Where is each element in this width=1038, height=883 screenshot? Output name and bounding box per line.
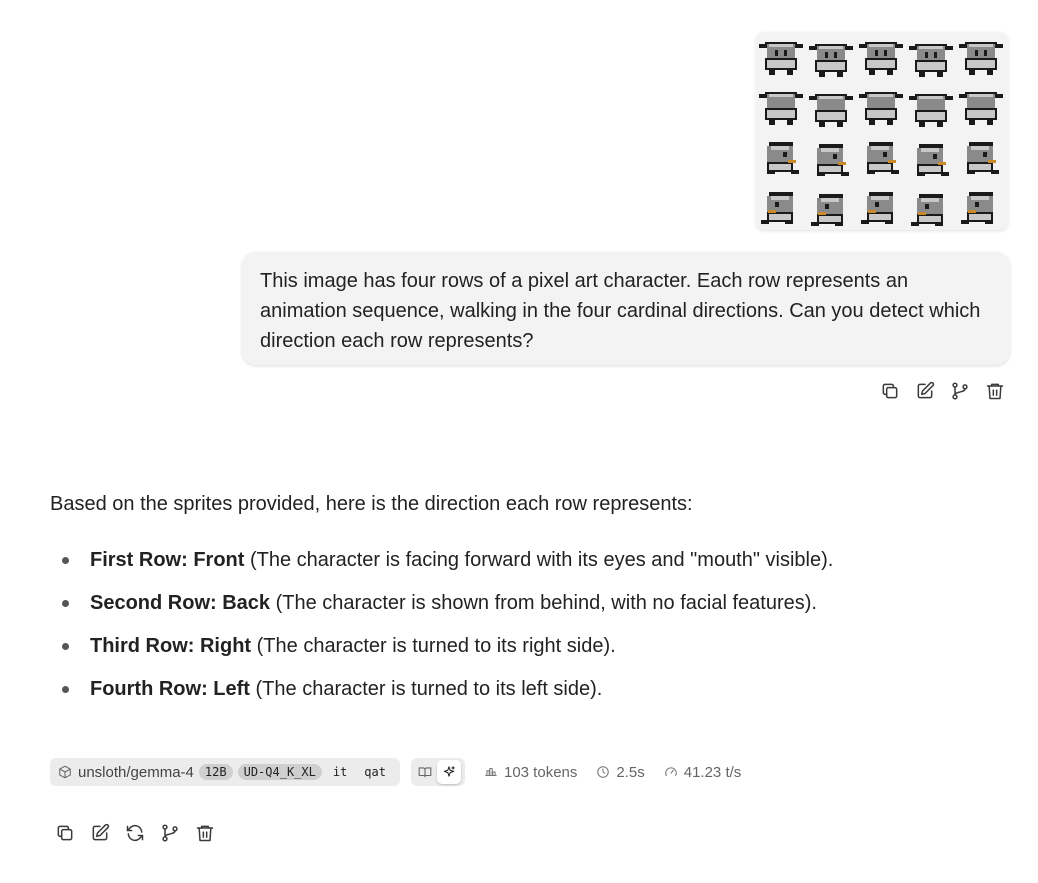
- copy-icon: [880, 381, 900, 401]
- user-message-bubble: [242, 252, 1010, 365]
- clock-icon: [596, 765, 610, 779]
- regenerate-icon: [125, 823, 145, 843]
- user-message-actions: [879, 380, 1006, 402]
- list-item-label: Third Row: Right: [90, 635, 252, 657]
- copy-icon: [55, 823, 75, 843]
- qat-badge: qat: [364, 765, 386, 779]
- regenerate-button[interactable]: [124, 822, 146, 844]
- token-count: [484, 764, 577, 781]
- list-item: [50, 675, 833, 718]
- token-count-text: 103 tokens: [503, 763, 578, 781]
- reading-mode-option[interactable]: [413, 760, 437, 784]
- list-item-label: Second Row: Back: [90, 592, 271, 614]
- copy-button[interactable]: [879, 380, 901, 402]
- tokens-icon: [484, 765, 498, 779]
- branch-icon: [160, 823, 180, 843]
- bullet: [62, 643, 69, 650]
- edit-button[interactable]: [89, 822, 111, 844]
- branch-icon: [950, 381, 970, 401]
- branch-button[interactable]: [949, 380, 971, 402]
- edit-button[interactable]: [914, 380, 936, 402]
- generation-time: [596, 764, 644, 781]
- list-item-label: First Row: Front: [90, 549, 245, 571]
- trash-icon: [985, 381, 1005, 401]
- delete-button[interactable]: [984, 380, 1006, 402]
- edit-icon: [90, 823, 110, 843]
- delete-button[interactable]: [194, 822, 216, 844]
- model-badge[interactable]: [50, 758, 400, 786]
- generation-speed: [664, 764, 742, 781]
- model-name: unsloth/gemma-4: [78, 763, 194, 781]
- trash-icon: [195, 823, 215, 843]
- bullet: [62, 600, 69, 607]
- list-item-detail: (The character is turned to its left side).: [249, 678, 603, 700]
- book-icon: [418, 765, 432, 779]
- assistant-answer-list: [50, 546, 833, 718]
- list-item: [50, 589, 833, 632]
- list-item-detail: (The character is turned to its right side).: [251, 635, 616, 657]
- assistant-message-actions: [54, 822, 216, 844]
- list-item: [50, 632, 833, 675]
- view-mode-toggle: [411, 758, 465, 786]
- sprite-sheet-image: [756, 32, 1008, 230]
- generation-time-text: 2.5s: [616, 763, 645, 781]
- sprite-sheet-attachment[interactable]: [756, 32, 1008, 230]
- assistant-intro-text: Based on the sprites provided, here is the direction each row represents:: [50, 493, 693, 515]
- edit-icon: [915, 381, 935, 401]
- speedometer-icon: [664, 765, 678, 779]
- variant-badge: it: [332, 765, 348, 779]
- user-message-text: This image has four rows of a pixel art character. Each row represents an animation sequence, walking in the four cardinal directions. Can you detect which direction each row represents?: [260, 270, 981, 352]
- bullet: [62, 686, 69, 693]
- quant-badge: UD-Q4_K_XL: [238, 764, 322, 780]
- bullet: [62, 557, 69, 564]
- cube-icon: [58, 765, 72, 779]
- copy-button[interactable]: [54, 822, 76, 844]
- list-item-label: Fourth Row: Left: [90, 678, 250, 700]
- list-item-detail: (The character is shown from behind, with no facial features).: [270, 592, 817, 614]
- list-item: [50, 546, 833, 589]
- generation-speed-text: 41.23 t/s: [683, 763, 742, 781]
- stats-mode-option[interactable]: [437, 760, 461, 784]
- list-item-detail: (The character is facing forward with its eyes and "mouth" visible).: [244, 549, 834, 571]
- generation-meta-bar: [50, 758, 741, 786]
- sparkle-icon: [442, 765, 456, 779]
- model-size-badge: 12B: [199, 764, 233, 780]
- branch-button[interactable]: [159, 822, 181, 844]
